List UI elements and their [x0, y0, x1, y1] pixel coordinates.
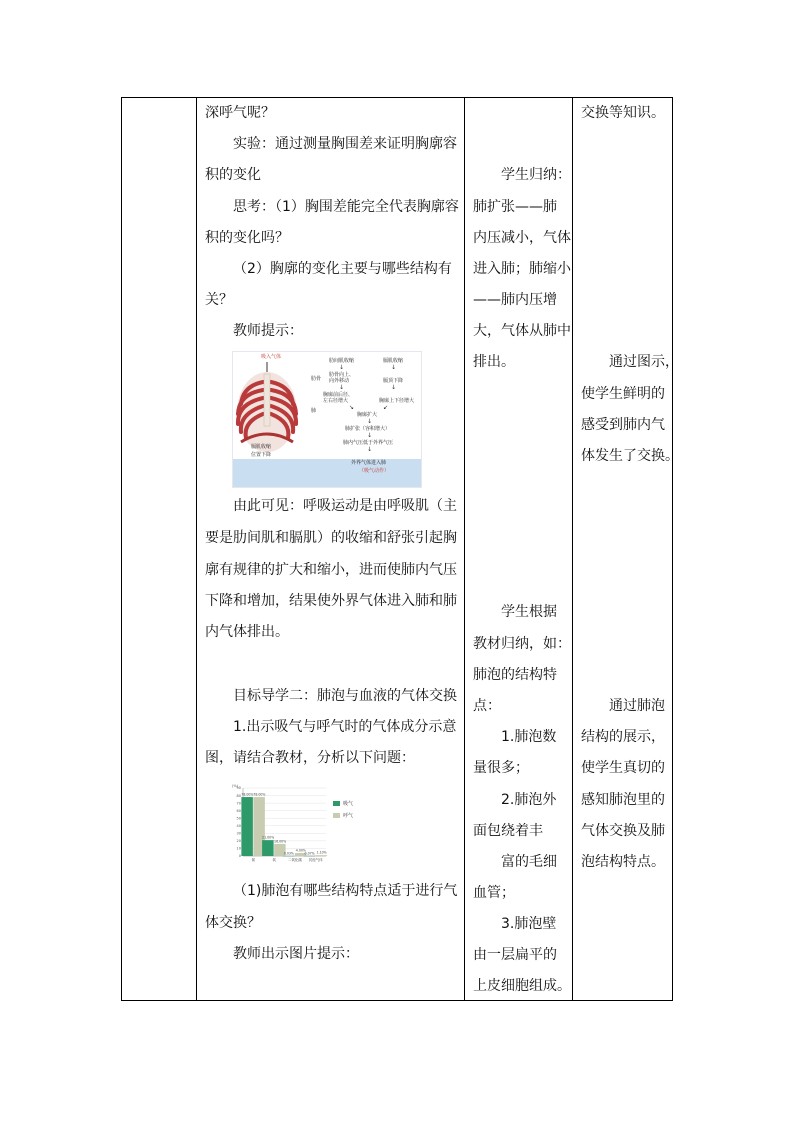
- y-tick-label: 50: [236, 816, 241, 821]
- chart-svg: [231, 782, 413, 866]
- bar: [262, 840, 274, 856]
- data-label: 4.00%: [295, 848, 306, 853]
- student-line: 血管；: [473, 885, 515, 901]
- content-line: 由此可见：呼吸运动是由呼吸肌（主: [233, 498, 457, 514]
- y-tick-label: 0: [238, 854, 241, 859]
- data-label: 0.03%: [283, 851, 294, 856]
- intent-line: 感受到肺内气: [581, 417, 665, 433]
- y-tick-label: 30: [236, 831, 241, 836]
- diaphragm-label: 位置下降: [251, 452, 272, 458]
- student-line: 大，气体从肺中: [473, 323, 571, 339]
- flow-label: 膈肌收缩: [383, 358, 404, 364]
- student-line: 肺泡的结构特: [473, 667, 557, 683]
- arrow-icon: ↘: [349, 404, 355, 411]
- content-line: 教师出示图片提示：: [233, 946, 359, 962]
- gas-composition-chart: [231, 782, 413, 866]
- student-line: 内压减小，气体: [473, 230, 571, 246]
- content-line: 深呼气呢？: [205, 105, 275, 121]
- flow-label: 左右径增大: [323, 398, 349, 404]
- arrow-icon: ↓: [391, 364, 397, 371]
- student-line: 3.肺泡壁: [501, 916, 557, 932]
- flow-label: 胸廓前后径、: [323, 392, 354, 398]
- student-line: 教材归纳，如：: [473, 636, 571, 652]
- intent-line: 通过肺泡: [609, 698, 665, 714]
- x-tick-label: 氧: [272, 858, 276, 862]
- column-divider-3: [572, 98, 573, 1000]
- student-line: 1.肺泡数: [501, 729, 557, 745]
- legend-swatch-inhale: [333, 801, 340, 806]
- column-divider-2: [464, 98, 465, 1000]
- student-line: 学生归纳：: [501, 167, 571, 183]
- content-line: 思考：（1）胸围差能完全代表胸廓容: [233, 199, 459, 215]
- student-line: 上皮细胞组成。: [473, 978, 571, 994]
- bar: [238, 797, 253, 859]
- legend-exhale: 呼气: [343, 813, 354, 819]
- x-tick-label: 二氧化碳: [287, 858, 302, 862]
- x-tick-label: 氮: [251, 858, 256, 862]
- flow-label: 向外移动: [329, 378, 350, 384]
- intent-line: 使学生真切的: [581, 760, 665, 776]
- y-tick-label: 90: [236, 786, 241, 791]
- intent-line: 交换等知识。: [581, 105, 665, 121]
- section-heading: 目标导学二：肺泡与血液的气体交换: [233, 688, 457, 704]
- student-line: 点：: [473, 698, 501, 714]
- intent-line: 气体交换及肺: [581, 823, 665, 839]
- column-divider-1: [196, 98, 197, 1000]
- content-line: （2）胸廓的变化主要与哪些结构有: [233, 261, 452, 277]
- intent-line: 泡结构特点。: [581, 854, 665, 870]
- content-line: 图，请结合教材，分析以下问题：: [205, 750, 415, 766]
- intent-line: 通过图示，: [609, 354, 679, 370]
- y-tick-label: 60: [236, 808, 241, 813]
- flow-label: 胸廓上下径增大: [379, 398, 415, 404]
- student-line: 由一层扁平的: [473, 947, 557, 963]
- content-line: 实验：通过测量胸围差来证明胸廓容: [233, 136, 457, 152]
- flow-label: 肋间肌收缩: [329, 358, 355, 364]
- data-label: 1.10%: [316, 850, 327, 855]
- arrow-icon: ↓: [339, 384, 345, 391]
- student-line: ——肺内压增: [473, 292, 557, 308]
- respiration-figure: [232, 351, 422, 488]
- student-line: 富的毛细: [501, 854, 557, 870]
- content-line: 关？: [205, 292, 233, 308]
- lung-label: 肺: [311, 408, 317, 414]
- content-line: 1.出示吸气与呼气时的气体成分示意: [233, 719, 457, 735]
- content-line: 积的变化吗？: [205, 230, 289, 246]
- intent-line: 感知肺泡里的: [581, 792, 665, 808]
- y-tick-label: 10: [236, 846, 241, 851]
- content-line: 廓有规律的扩大和缩小，进而使肺内气压: [205, 562, 457, 578]
- data-label: 16.00%: [274, 839, 287, 844]
- arrow-icon: ↙: [383, 404, 389, 411]
- content-line: （1)肺泡有哪些结构特点适于进行气: [233, 883, 458, 899]
- flow-label: 肺内气压低于外界气压: [343, 440, 394, 446]
- content-line: 教师提示：: [233, 323, 303, 339]
- student-line: 量很多；: [473, 760, 529, 776]
- y-unit-label: (%): [232, 784, 239, 788]
- data-label: 78.00%: [241, 792, 254, 797]
- ribcage-image: [233, 360, 313, 470]
- figure-title: 吸入气体: [261, 354, 282, 360]
- arrow-icon: ↓: [367, 446, 373, 453]
- student-line: 2.肺泡外: [501, 792, 557, 808]
- arrow-icon: ↓: [391, 384, 397, 391]
- x-tick-label: 其他气体: [308, 858, 323, 862]
- flow-label: 外界气体进入肺: [351, 460, 387, 466]
- student-line: 排出。: [473, 354, 515, 370]
- intent-line: 体发生了交换。: [581, 448, 679, 464]
- y-tick-label: 80: [236, 793, 241, 798]
- lesson-table: [121, 97, 679, 1001]
- student-line: 肺扩张——肺: [473, 199, 557, 215]
- student-line: 进入肺；肺缩小: [473, 261, 571, 277]
- y-tick-label: 20: [236, 839, 241, 844]
- flow-label: 胸廓扩大: [357, 412, 378, 418]
- intent-line: 使学生鲜明的: [581, 386, 665, 402]
- arrow-icon: ↓: [339, 364, 345, 371]
- flow-label: 肋骨向上、: [329, 372, 355, 378]
- y-tick-label: 40: [236, 823, 241, 828]
- arrow-icon: ↓: [367, 432, 373, 439]
- intent-line: 结构的展示，: [581, 729, 665, 745]
- content-line: 体交换？: [205, 915, 261, 931]
- flow-label: （吸气动作）: [359, 468, 390, 474]
- student-line: 面包绕着丰: [473, 823, 543, 839]
- bar: [316, 855, 328, 856]
- student-line: 学生根据: [501, 604, 557, 620]
- content-line: 内气体排出。: [205, 624, 289, 640]
- diaphragm-label: 膈肌收缩: [251, 444, 272, 450]
- arrow-icon: ↓: [367, 418, 373, 425]
- content-line: 积的变化: [205, 167, 261, 183]
- content-line: 要是肋间肌和膈肌）的收缩和舒张引起胸: [205, 530, 457, 546]
- data-label: 78.00%: [253, 792, 266, 797]
- legend-swatch-exhale: [333, 813, 340, 818]
- data-label: 21.00%: [262, 835, 275, 840]
- rib-label: 肋骨: [311, 376, 322, 382]
- y-tick-label: 70: [236, 801, 241, 806]
- data-label: 0.07%: [304, 851, 315, 856]
- content-line: 下降和增加，结果使外界气体进入肺和肺: [205, 593, 457, 609]
- flow-label: 膈顶下降: [383, 378, 404, 384]
- legend-inhale: 吸气: [343, 801, 354, 807]
- flow-label: 肺扩张（容积增大）: [345, 426, 391, 432]
